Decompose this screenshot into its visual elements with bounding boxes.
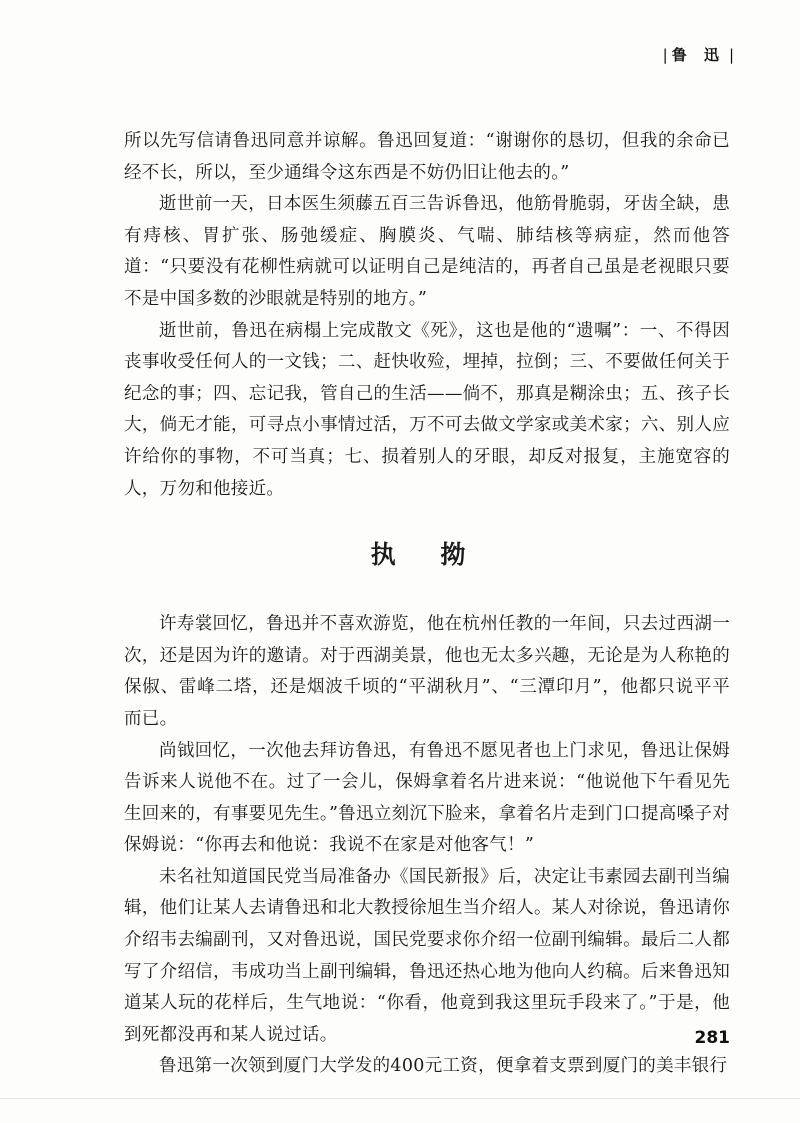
header-divider-right: | xyxy=(728,46,734,64)
scan-artifact-line xyxy=(0,1098,800,1099)
paragraph: 逝世前一天，日本医生须藤五百三告诉鲁迅，他筋骨脆弱，牙齿全缺，患有痔核、胃扩张、肠弛缓症、胸膜炎、气喘、肺结核等病症，然而他答道：“只要没有花柳性病就可以证明自己是纯洁的，再者自己虽是老视眼只要不是中国多数的沙眼就是特别的地方。” xyxy=(124,194,730,309)
paragraph: 许寿裳回忆，鲁迅并不喜欢游览，他在杭州任教的一年间，只去过西湖一次，还是因为许的邀请。对于西湖美景，他也无太多兴趣，无论是为人称艳的保俶、雷峰二塔，还是烟波千顷的“平湖秋月”、“三潭印月”，他都只说平平而已。 xyxy=(124,614,730,729)
header-divider-left: | xyxy=(662,46,668,64)
running-header xyxy=(659,44,738,65)
paragraph-truncated: 鲁迅第一次领到厦门大学发的400元工资，便拿着支票到厦门的美丰银行 xyxy=(159,1056,728,1077)
paragraph: 逝世前，鲁迅在病榻上完成散文《死》，这也是他的“遗嘱”：一、不得因丧事收受任何人的一文钱；二、赶快收殓，埋掉，拉倒；三、不要做任何关于纪念的事；四、忘记我，管自己的生活——倘不，那真是糊涂虫；五、孩子长大，倘无才能，可寻点小事情过活，万不可去做文学家或美术家；六、别人应许给你的事物，不可当真；七、损着别人的牙眼，却反对报复，主施宽容的人，万勿和他接近。 xyxy=(124,320,730,499)
paragraph-continuation: 所以先写信请鲁迅同意并谅解。鲁迅回复道：“谢谢你的恳切，但我的余命已经不长，所以，至少通缉令这东西是不妨仍旧让他去的。” xyxy=(124,131,730,183)
section-title: 执 拗 xyxy=(370,540,484,570)
running-title: 鲁 迅 xyxy=(671,46,725,64)
paragraph: 未名社知道国民党当局准备办《国民新报》后，决定让韦素园去副刊当编辑，他们让某人去请鲁迅和北大教授徐旭生当介绍人。某人对徐说，鲁迅请你介绍韦去编副刊，又对鲁迅说，国民党要求你介绍一位副刊编辑。最后二人都写了介绍信，韦成功当上副刊编辑，鲁迅还热心地为他向人约稿。后来鲁迅知道某人玩的花样后，生气地说：“你看，他竟到我这里玩手段来了。”于是，他到死都没再和某人说过话。 xyxy=(124,866,730,1045)
paragraph: 尚钺回忆，一次他去拜访鲁迅，有鲁迅不愿见者也上门求见，鲁迅让保姆告诉来人说他不在。过了一会儿，保姆拿着名片进来说：“他说他下午看见先生回来的，有事要见先生。”鲁迅立刻沉下脸来，拿着名片走到门口提高嗓子对保姆说：“你再去和他说：我说不在家是对他客气！” xyxy=(124,740,730,856)
page-number: 281 xyxy=(694,1028,730,1048)
page-body xyxy=(124,126,730,1083)
